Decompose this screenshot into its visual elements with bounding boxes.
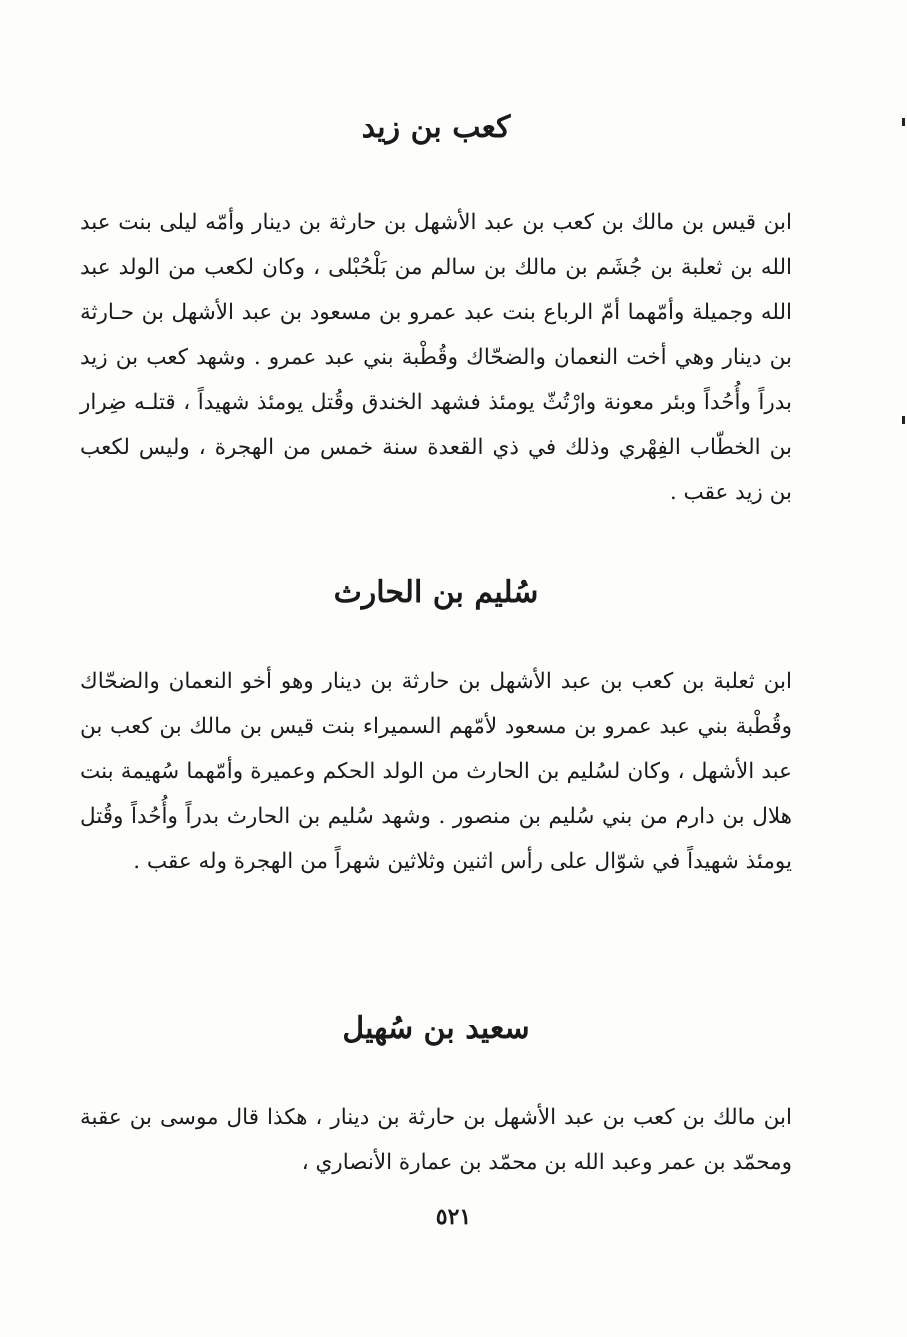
section-paragraph: ابن قيس بن مالك بن كعب بن عبد الأشهل بن حارثة بن دينار وأمّه ليلى بنت عبد الله بن ثعلبة بن جُشَم بن مالك بن سالم من بَلْحُبْلى ، وكان لكعب من الولد عبد الله وجميلة وأمّهما أمّ الرباع بنت عبد عمرو بن مسعود بن عبد الأشهل بن حـارثة بن دينار وهي أخت النعمان والضحّاك وقُطْبة بني عبد عمرو . وشهد كعب بن زيد بدراً وأُحُداً وبئر معونة وارْتُثّ يومئذ فشهد الخندق وقُتل يومئذ شهيداً ، قتلـه ضِرار بن الخطّاب الفِهْري وذلك في ذي القعدة سنة خمس من الهجرة ، وليس لكعب بن زيد عقب . [80,210,792,505]
page-number: ٥٢١ [435,1204,472,1230]
section-said-bin-suhayl [80,1009,792,1185]
section-heading: سُليم بن الحارث [333,575,539,610]
edge-mark [902,416,905,424]
edge-mark [902,118,905,126]
section-paragraph: ابن مالك بن كعب بن عبد الأشهل بن حارثة بن دينار ، هكذا قال موسى بن عقبة ومحمّد بن عمر وعبد الله بن محمّد بن عمارة الأنصاري ، [80,1105,792,1175]
section-heading: كعب بن زيد [361,110,511,145]
section-heading: سعيد بن سُهيل [342,1011,530,1046]
section-paragraph: ابن ثعلبة بن كعب بن عبد الأشهل بن حارثة بن دينار وهو أخو النعمان والضحّاك وقُطْبة بني عبد عمرو بن مسعود لأمّهم السميراء بنت قيس بن مالك بن كعب بن عبد الأشهل ، وكان لسُليم بن الحارث من الولد الحكم وعميرة وأمّهما سُهيمة بنت هلال بن دارم من بني سُليم بن منصور . وشهد سُليم بن الحارث بدراً وأُحُداً وقُتل يومئذ شهيداً في شوّال على رأس اثنين وثلاثين شهراً من الهجرة وله عقب . [80,669,792,874]
section-sulaym-bin-al-harith [80,573,792,884]
section-kaab-bin-zayd [80,108,792,515]
